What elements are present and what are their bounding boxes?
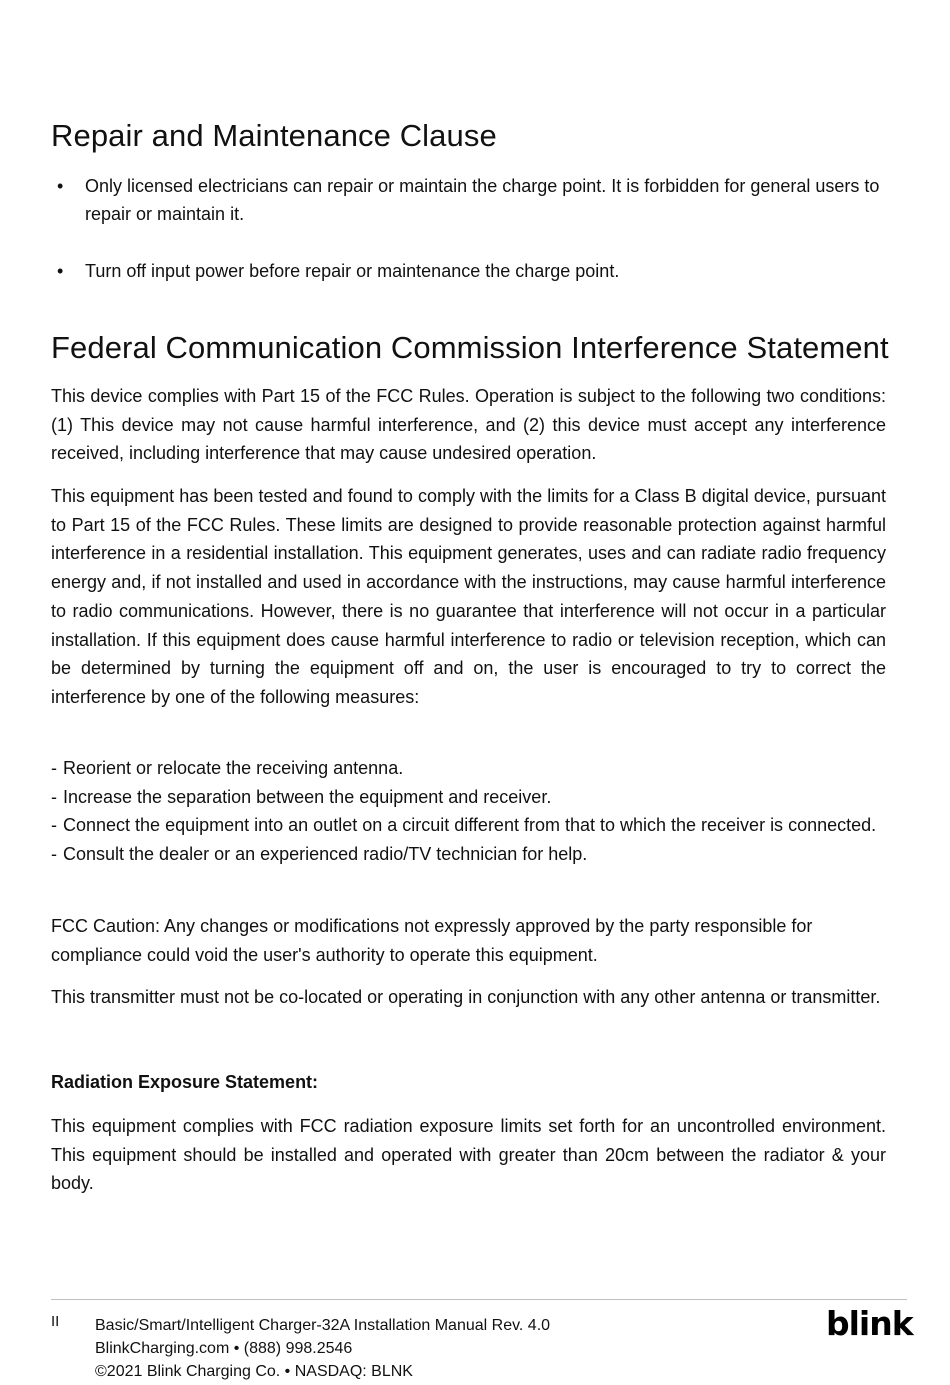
footer-divider <box>51 1299 907 1300</box>
measure-text: Consult the dealer or an experienced radio/TV technician for help. <box>63 844 588 865</box>
list-item <box>51 840 886 869</box>
list-item <box>51 811 886 840</box>
bullet-text: Only licensed electricians can repair or maintain the charge point. It is forbidden for general users to repair or maintain it. <box>85 176 880 224</box>
logo-wordmark: blink <box>826 1304 913 1343</box>
blink-logo <box>826 1304 913 1343</box>
dash-marker: - <box>51 815 57 836</box>
list-item <box>51 783 886 812</box>
repair-bullet-list <box>51 172 886 285</box>
fcc-heading: Federal Communication Commission Interference Statement <box>51 330 889 365</box>
list-item <box>51 754 886 783</box>
fcc-paragraph-2: This equipment has been tested and found to comply with the limits for a Class B digital device, pursuant to Part 15 of the FCC Rules. These limits are designed to provide reasonable protection against harmful interference in a residential installation. This equipment generates, uses and can radiate radio frequency energy and, if not installed and used in accordance with the instructions, may cause harmful interference to radio communications. However, there is no guarantee that interference will not occur in a particular installation. If this equipment does cause harmful interference to radio or television reception, which can be determined by turning the equipment off and on, the user is encouraged to try to correct the interference by one of the following measures: <box>51 486 886 707</box>
radiation-text: This equipment complies with FCC radiation exposure limits set forth for an uncontrolled environment. This equipment should be installed and operated with greater than 20cm between the radiator & your body. <box>51 1116 886 1194</box>
dash-marker: - <box>51 844 57 865</box>
measure-text: Reorient or relocate the receiving antenna. <box>63 758 404 778</box>
radiation-heading: Radiation Exposure Statement: <box>51 1072 319 1092</box>
measure-text: Connect the equipment into an outlet on a circuit different from that to which the receiver is connected. <box>63 815 877 836</box>
list-item <box>51 172 886 228</box>
measures-list <box>51 754 886 869</box>
repair-heading: Repair and Maintenance Clause <box>51 118 497 153</box>
bullet-icon: • <box>57 176 64 196</box>
transmitter-statement: This transmitter must not be co-located or operating in conjunction with any other antenna or transmitter. <box>51 987 881 1007</box>
contact-line: BlinkCharging.com • (888) 998.2546 <box>95 1340 353 1357</box>
page-number: II <box>51 1313 60 1330</box>
bullet-text: Turn off input power before repair or maintenance the charge point. <box>85 261 620 281</box>
fcc-paragraph-1: This device complies with Part 15 of the FCC Rules. Operation is subject to the following two conditions: (1) This device may not cause harmful interference, and (2) this device must accept any interference received, including interference that may cause undesired operation. <box>51 386 886 464</box>
dash-marker: - <box>51 758 57 778</box>
manual-title: Basic/Smart/Intelligent Charger-32A Installation Manual Rev. 4.0 <box>95 1317 551 1334</box>
fcc-caution: FCC Caution: Any changes or modifications not expressly approved by the party responsible for compliance could void the user's authority to operate this equipment. <box>51 916 813 965</box>
measure-text: Increase the separation between the equipment and receiver. <box>63 786 552 807</box>
list-item <box>51 257 886 285</box>
bullet-icon: • <box>57 261 64 281</box>
copyright-line: ©2021 Blink Charging Co. • NASDAQ: BLNK <box>95 1363 413 1380</box>
footer-info <box>95 1314 550 1383</box>
dash-marker: - <box>51 786 57 807</box>
